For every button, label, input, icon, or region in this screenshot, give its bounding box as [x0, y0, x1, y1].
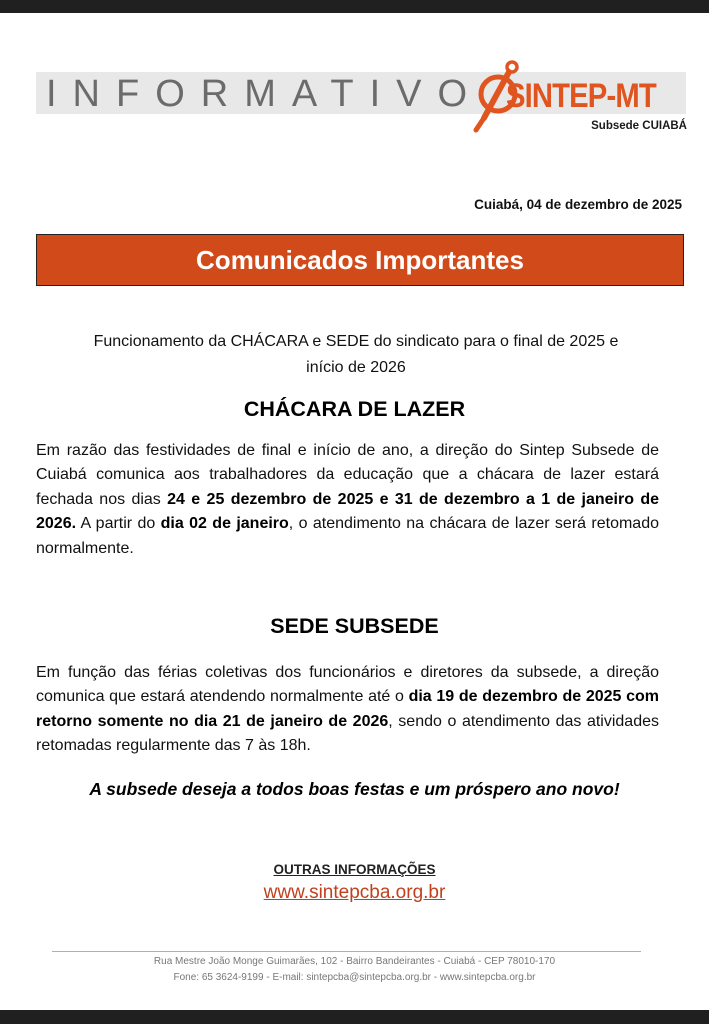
- footer-contact: Fone: 65 3624-9199 - E-mail: sintepcba@sintepcba.org.br - www.sintepcba.org.br: [173, 972, 536, 983]
- website-link[interactable]: www.sintepcba.org.br: [263, 882, 446, 903]
- title-banner: [36, 234, 684, 286]
- bottom-frame: [0, 1010, 709, 1024]
- text-run: , sendo o atendimento das atividades retomadas regularmente das 7 às 18h.: [36, 712, 660, 755]
- text-run: Em razão das festividades de final e início de ano, a direção do Sintep Subsede de Cuiabá comunica aos trabalhadores da educação que a chácara de lazer estará fechada nos dias: [36, 442, 659, 508]
- bold-dates: 24 e 25 dezembro de 2025 e 31 de dezembro a 1 de janeiro de 2026.: [36, 490, 659, 533]
- footer-divider: [52, 951, 641, 952]
- document-page: [0, 13, 709, 1010]
- banner-title: Comunicados Importantes: [196, 244, 524, 275]
- text-run: Em função das férias coletivas dos funcionários e diretores da subsede, a direção comunica que estará atendendo normalmente até o: [36, 664, 659, 706]
- text-run: A partir do: [76, 515, 161, 533]
- bold-dates: dia 19 de dezembro de 2025 com retorno somente no dia 21 de janeiro de 2026: [36, 688, 659, 730]
- sintep-logo: [472, 58, 687, 138]
- document-date: Cuiabá, 04 de dezembro de 2025: [474, 197, 682, 212]
- logo-subtitle: Subsede CUIABÁ: [591, 120, 687, 132]
- section-heading-sede: SEDE SUBSEDE: [270, 614, 439, 638]
- section-paragraph-chacara: [36, 439, 659, 561]
- bold-date: dia 02 de janeiro: [160, 515, 289, 533]
- footer-address: Rua Mestre João Monge Guimarães, 102 - Bairro Bandeirantes - Cuiabá - CEP 78010-170: [153, 956, 556, 967]
- intro-text: [40, 329, 672, 381]
- more-info-label: OUTRAS INFORMAÇÕES: [273, 862, 436, 877]
- closing-message: A subsede deseja a todos boas festas e um próspero ano novo!: [89, 779, 620, 799]
- intro-line-1: Funcionamento da CHÁCARA e SEDE do sindicato para o final de 2025 e: [93, 333, 619, 350]
- section-paragraph-sede: [36, 661, 659, 759]
- masthead-title: INFORMATIVO: [46, 73, 484, 115]
- logo-text: SINTEP-MT: [506, 77, 656, 115]
- section-heading-chacara: CHÁCARA DE LAZER: [243, 397, 466, 421]
- intro-line-2: início de 2026: [306, 359, 406, 376]
- text-run: , o atendimento na chácara de lazer será retomado normalmente.: [36, 515, 660, 557]
